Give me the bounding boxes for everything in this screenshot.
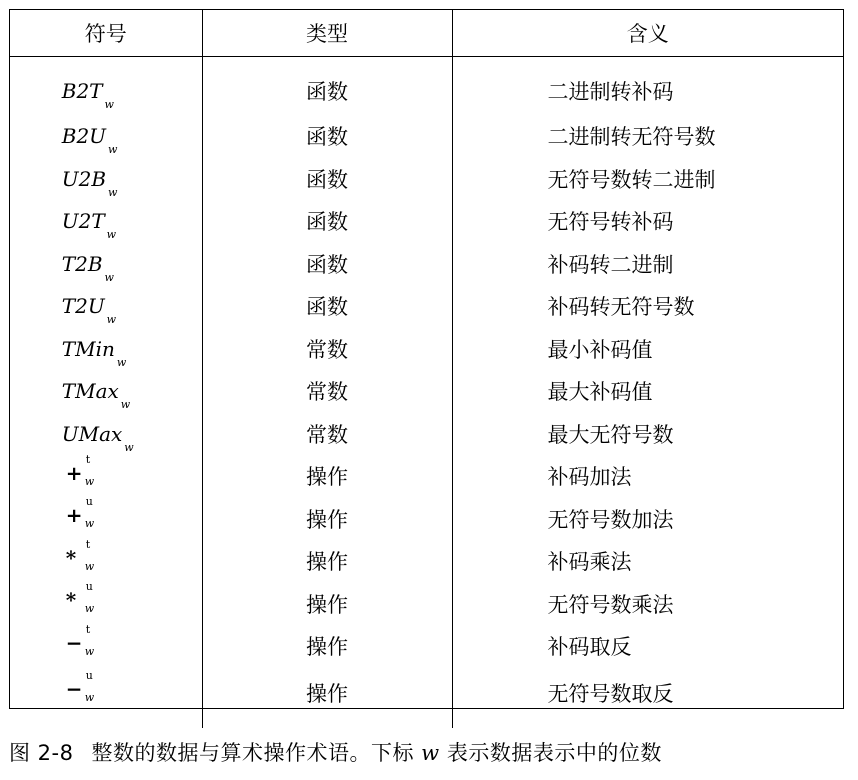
cell-meaning: 无符号数加法 <box>452 498 843 541</box>
table-row <box>10 57 843 116</box>
cell-meaning: 无符号数乘法 <box>452 583 843 626</box>
table-row <box>10 413 843 456</box>
symbol-name: UMax <box>61 421 123 446</box>
header-type: 类型 <box>202 10 452 57</box>
cell-meaning: 最大补码值 <box>452 370 843 413</box>
symbol-subscript: w <box>116 355 127 369</box>
symbol-name: B2U <box>61 124 107 149</box>
table-row <box>10 158 843 201</box>
cell-type: 操作 <box>202 583 452 626</box>
symbol-name: T2U <box>61 294 105 319</box>
cell-meaning: 二进制转补码 <box>452 57 843 116</box>
symbol-subscript: w <box>104 270 114 284</box>
operator-superscript: u <box>85 495 93 509</box>
caption-text-after: 表示数据表示中的位数 <box>439 741 662 765</box>
header-symbol: 符号 <box>10 10 202 57</box>
function-symbol <box>61 251 150 284</box>
cell-symbol <box>10 328 202 371</box>
operator-base: * <box>65 588 77 613</box>
table-row <box>10 540 843 583</box>
operator-symbol <box>64 495 104 531</box>
table-row <box>10 498 843 541</box>
operator-subscript: w <box>84 559 95 573</box>
cell-symbol <box>10 115 202 158</box>
operator-symbol <box>64 537 104 574</box>
function-symbol <box>61 336 150 369</box>
table-body <box>10 57 843 728</box>
operator-symbol <box>64 669 104 705</box>
function-symbol <box>61 209 150 242</box>
cell-meaning: 二进制转无符号数 <box>452 115 843 158</box>
cell-meaning: 无符号转补码 <box>452 200 843 243</box>
operator-subscript: w <box>84 602 95 616</box>
symbol-subscript: w <box>108 143 118 157</box>
table-row <box>10 200 843 243</box>
cell-symbol <box>10 158 202 201</box>
cell-type: 操作 <box>202 625 452 668</box>
operator-base: − <box>65 677 83 701</box>
terminology-table-frame <box>9 9 844 709</box>
cell-symbol <box>10 370 202 413</box>
cell-symbol <box>10 622 202 668</box>
symbol-subscript: w <box>124 440 134 454</box>
cell-type: 常数 <box>202 413 452 456</box>
operator-base: + <box>65 460 83 485</box>
cell-type: 操作 <box>202 668 452 728</box>
cell-type: 函数 <box>202 57 452 116</box>
function-symbol <box>61 124 150 157</box>
operator-subscript: w <box>84 474 95 488</box>
cell-type: 操作 <box>202 498 452 541</box>
cell-symbol <box>10 57 202 116</box>
operator-superscript: t <box>85 452 91 466</box>
cell-symbol <box>10 495 202 541</box>
table-row <box>10 285 843 328</box>
cell-symbol <box>10 668 202 728</box>
function-symbol <box>61 79 150 111</box>
cell-symbol <box>10 580 202 626</box>
symbol-subscript: w <box>108 185 118 199</box>
cell-type: 函数 <box>202 158 452 201</box>
operator-subscript: w <box>84 691 95 704</box>
cell-type: 函数 <box>202 200 452 243</box>
terminology-table <box>10 10 843 728</box>
cell-meaning: 补码转无符号数 <box>452 285 843 328</box>
cell-type: 函数 <box>202 243 452 286</box>
operator-base: − <box>65 630 83 655</box>
operator-superscript: t <box>85 622 91 636</box>
cell-type: 函数 <box>202 115 452 158</box>
symbol-name: U2T <box>61 209 105 234</box>
cell-type: 操作 <box>202 455 452 498</box>
figure-number: 图 2-8 <box>9 741 74 765</box>
cell-meaning: 补码乘法 <box>452 540 843 583</box>
symbol-name: TMin <box>61 336 115 361</box>
table-row <box>10 115 843 158</box>
symbol-name: U2B <box>61 166 107 191</box>
cell-type: 操作 <box>202 540 452 583</box>
function-symbol <box>61 166 150 199</box>
cell-symbol <box>10 413 202 456</box>
symbol-subscript: w <box>104 98 114 111</box>
symbol-subscript: w <box>106 313 117 327</box>
cell-meaning: 最大无符号数 <box>452 413 843 456</box>
cell-type: 常数 <box>202 328 452 371</box>
operator-symbol <box>64 452 104 489</box>
caption-text-before: 整数的数据与算术操作术语。下标 <box>91 741 422 765</box>
symbol-name: B2T <box>61 79 103 103</box>
table-header-row <box>10 10 843 57</box>
table-row <box>10 583 843 626</box>
cell-type: 函数 <box>202 285 452 328</box>
caption-variable: w <box>421 741 440 765</box>
cell-symbol <box>10 285 202 328</box>
cell-meaning: 补码加法 <box>452 455 843 498</box>
cell-symbol <box>10 200 202 243</box>
operator-symbol <box>64 580 104 616</box>
table-row <box>10 243 843 286</box>
operator-subscript: w <box>84 644 95 658</box>
cell-type: 常数 <box>202 370 452 413</box>
operator-superscript: u <box>85 580 93 594</box>
symbol-name: TMax <box>61 379 119 404</box>
symbol-name: T2B <box>61 251 103 276</box>
operator-superscript: u <box>85 669 93 682</box>
operator-base: * <box>65 545 77 570</box>
cell-meaning: 无符号数取反 <box>452 668 843 728</box>
table-row <box>10 668 843 728</box>
cell-symbol <box>10 243 202 286</box>
table-row <box>10 328 843 371</box>
cell-meaning: 最小补码值 <box>452 328 843 371</box>
operator-symbol <box>64 622 104 659</box>
table-row <box>10 455 843 498</box>
symbol-subscript: w <box>106 228 117 242</box>
cell-symbol <box>10 537 202 583</box>
operator-subscript: w <box>84 517 95 531</box>
cell-symbol <box>10 452 202 498</box>
cell-meaning: 补码转二进制 <box>452 243 843 286</box>
operator-superscript: t <box>85 537 91 551</box>
table-row <box>10 625 843 668</box>
function-symbol <box>61 421 150 454</box>
header-meaning: 含义 <box>452 10 843 57</box>
figure-caption <box>9 737 662 767</box>
cell-meaning: 无符号数转二进制 <box>452 158 843 201</box>
table-row <box>10 370 843 413</box>
cell-meaning: 补码取反 <box>452 625 843 668</box>
function-symbol <box>61 294 150 327</box>
symbol-subscript: w <box>120 398 131 412</box>
function-symbol <box>61 379 150 412</box>
operator-base: + <box>65 503 83 528</box>
